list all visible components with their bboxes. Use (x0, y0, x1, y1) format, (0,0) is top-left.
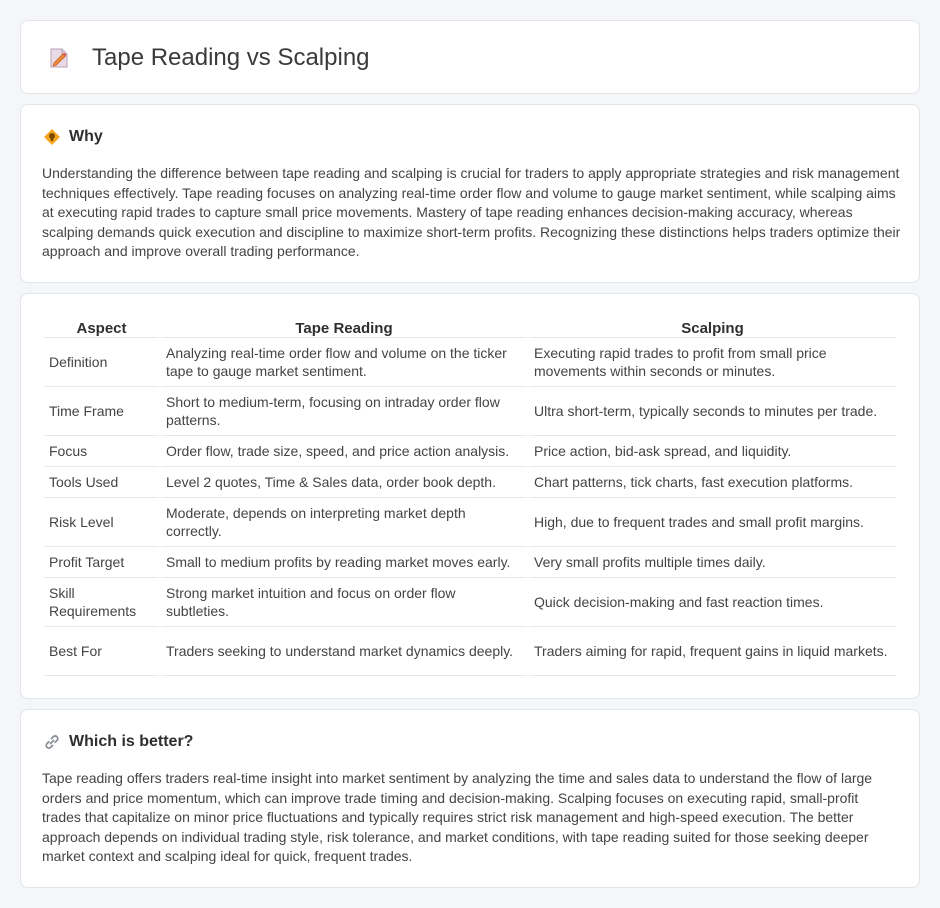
row-aspect: Focus (44, 436, 159, 467)
table-row (44, 547, 896, 578)
row-scalping: Traders aiming for rapid, frequent gains in liquid markets. (529, 627, 896, 676)
row-tape-reading: Level 2 quotes, Time & Sales data, order book depth. (161, 467, 527, 498)
why-section (20, 104, 920, 283)
header-tape-reading: Tape Reading (161, 317, 527, 338)
row-scalping: High, due to frequent trades and small profit margins. (529, 498, 896, 547)
row-tape-reading: Traders seeking to understand market dynamics deeply. (161, 627, 527, 676)
row-tape-reading: Moderate, depends on interpreting market depth correctly. (161, 498, 527, 547)
row-scalping: Chart patterns, tick charts, fast execution platforms. (529, 467, 896, 498)
header-aspect: Aspect (44, 317, 159, 338)
better-title: Which is better? (69, 733, 194, 750)
which-better-section (20, 709, 920, 888)
diamond-lightbulb-icon (43, 128, 61, 146)
row-aspect: Best For (44, 627, 159, 676)
row-tape-reading: Analyzing real-time order flow and volume on the ticker tape to gauge market sentiment. (161, 338, 527, 387)
row-tape-reading: Order flow, trade size, speed, and price action analysis. (161, 436, 527, 467)
table-row (44, 498, 896, 547)
row-scalping: Quick decision-making and fast reaction times. (529, 578, 896, 627)
row-tape-reading: Small to medium profits by reading market moves early. (161, 547, 527, 578)
better-heading (43, 732, 193, 752)
table-row (44, 467, 896, 498)
row-aspect: Skill Requirements (44, 578, 159, 627)
why-heading (43, 127, 103, 147)
comparison-table (42, 317, 898, 676)
row-scalping: Ultra short-term, typically seconds to minutes per trade. (529, 387, 896, 436)
row-scalping: Price action, bid-ask spread, and liquidity. (529, 436, 896, 467)
table-header-row (44, 317, 896, 338)
page-title: Tape Reading vs Scalping (92, 44, 370, 71)
header-scalping: Scalping (529, 317, 896, 338)
row-aspect: Time Frame (44, 387, 159, 436)
table-row (44, 387, 896, 436)
better-text: Tape reading offers traders real-time insight into market sentiment by analyzing the time and sales data to understand the flow of large orders and price momentum, which can improve trade timing and decision-making. Scalping focuses on executing rapid, small-profit trades that capitalize on minor price fluctuations and typically requires strict risk management and high-speed execution. The better approach depends on individual trading style, risk tolerance, and market conditions, with tape reading suited for those seeking deeper market context and scalping ideal for quick, frequent trades. (42, 770, 873, 864)
row-tape-reading: Strong market intuition and focus on order flow subtleties. (161, 578, 527, 627)
row-aspect: Risk Level (44, 498, 159, 547)
row-aspect: Definition (44, 338, 159, 387)
header-card (20, 20, 920, 94)
row-scalping: Executing rapid trades to profit from small price movements within seconds or minutes. (529, 338, 896, 387)
row-aspect: Tools Used (44, 467, 159, 498)
row-tape-reading: Short to medium-term, focusing on intraday order flow patterns. (161, 387, 527, 436)
table-row (44, 627, 896, 676)
link-icon (43, 733, 61, 751)
why-text: Understanding the difference between tape reading and scalping is crucial for traders to apply appropriate strategies and risk management techniques effectively. Tape reading focuses on analyzing real-time order flow and volume to gauge market sentiment, while scalping aims at executing rapid trades to capture small price movements. Mastery of tape reading enhances decision-making accuracy, whereas scalping demands quick execution and discipline to maximize short-term profits. Recognizing these distinctions helps traders optimize their approach and improve overall trading performance. (42, 165, 901, 259)
row-aspect: Profit Target (44, 547, 159, 578)
table-row (44, 338, 896, 387)
pencil-document-icon (47, 46, 71, 70)
table-row (44, 436, 896, 467)
table-row (44, 578, 896, 627)
why-title: Why (69, 128, 103, 145)
comparison-section (20, 293, 920, 699)
row-scalping: Very small profits multiple times daily. (529, 547, 896, 578)
